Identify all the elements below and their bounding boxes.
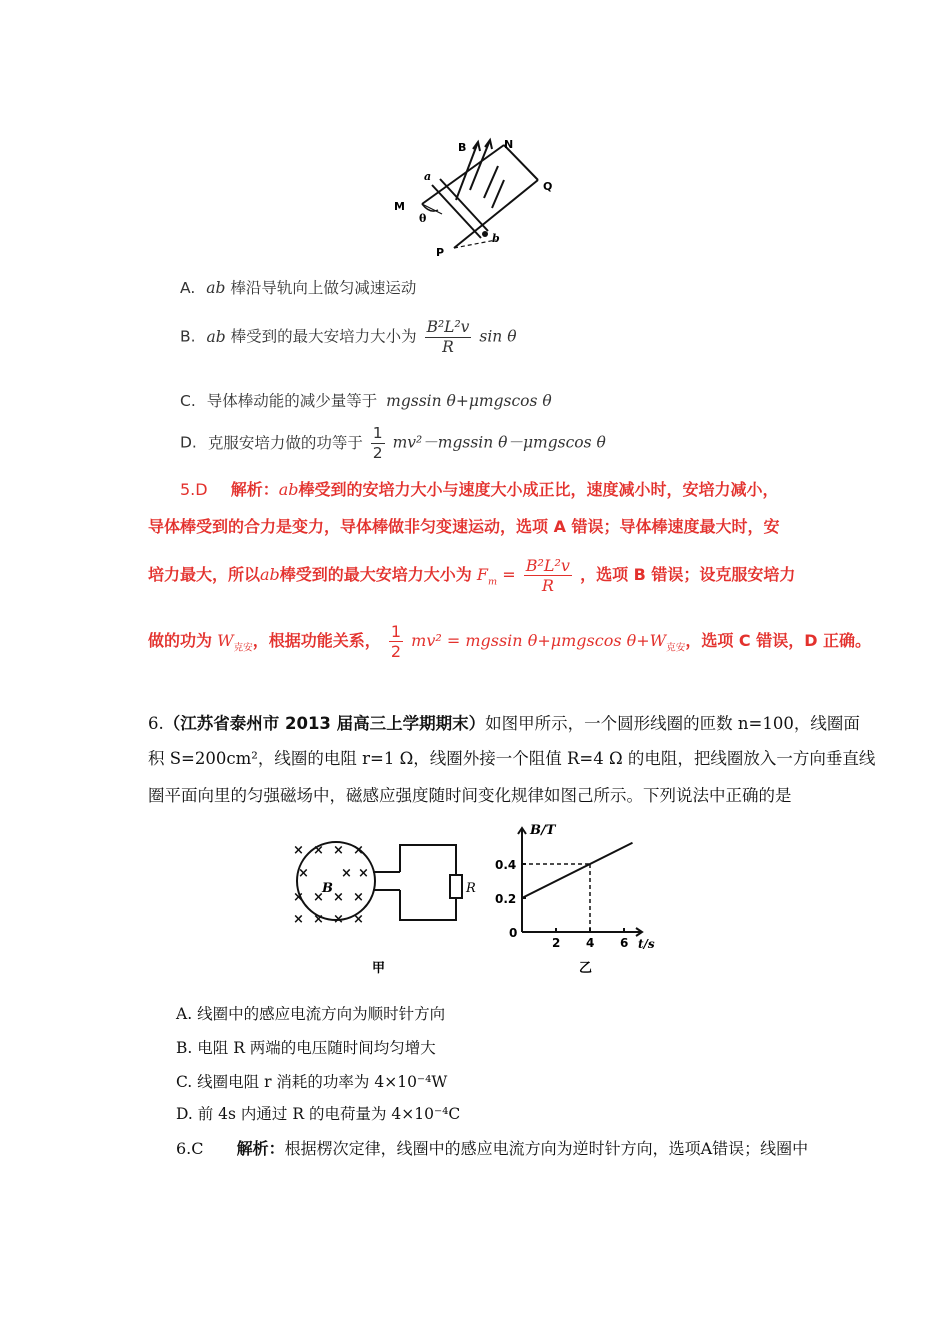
svg-text:×: × bbox=[353, 890, 364, 905]
q6-stem-line3: 圈平面向里的匀强磁场中，磁感应强度随时间变化规律如图己所示。下列说法中正确的是 bbox=[148, 786, 792, 805]
svg-text:×: × bbox=[293, 912, 304, 927]
svg-text:×: × bbox=[333, 843, 344, 858]
q6-answer: 6.C 解析：根据楞次定律，线圈中的感应电流方向为逆时针方向，选项A错误；线圈中 bbox=[176, 1139, 809, 1158]
q5-option-a: A. ab 棒沿导轨向上做匀减速运动 bbox=[180, 279, 417, 297]
q5-answer-half: $\frac{1}{2}$ bbox=[390, 622, 402, 662]
svg-text:×: × bbox=[353, 843, 364, 858]
svg-text:×: × bbox=[298, 866, 309, 881]
svg-text:×: × bbox=[293, 890, 304, 905]
label-a: a bbox=[424, 170, 432, 183]
label-Q: Q bbox=[543, 180, 553, 193]
q5-answer-line2: 导体棒受到的合力是变力，导体棒做非匀变速运动，选项 A 错误；导体棒速度最大时，安 bbox=[148, 517, 780, 536]
b-t-graph bbox=[490, 818, 660, 980]
svg-text:×: × bbox=[333, 912, 344, 927]
coil-circuit-diagram bbox=[286, 830, 476, 980]
caption-yi: 乙 bbox=[579, 961, 593, 976]
rod-ab bbox=[432, 185, 481, 238]
y-tick-label: 0.2 bbox=[495, 892, 517, 906]
q6-option-a: A. 线圈中的感应电流方向为顺时针方向 bbox=[176, 1005, 446, 1023]
series-line bbox=[522, 843, 633, 898]
label-B: B bbox=[458, 141, 467, 154]
svg-text:×: × bbox=[313, 912, 324, 927]
q5-answer-fraction: $\frac{\text{B²L²v}}{R}$ bbox=[525, 556, 570, 596]
q6-option-b: B. 电阻 R 两端的电压随时间均匀增大 bbox=[176, 1039, 436, 1057]
inclined-rail-diagram bbox=[384, 130, 564, 260]
y-tick-label: 0.4 bbox=[495, 858, 517, 872]
q5-option-d: D. 克服安培力做的功等于 $\frac{1}{2}$ mv²－mgssin θ－μmgscos θ bbox=[180, 424, 606, 462]
q6-option-d: D. 前 4s 内通过 R 的电荷量为 4×10⁻⁴C bbox=[176, 1105, 461, 1123]
svg-text:×: × bbox=[313, 890, 324, 905]
x-axis-label: t/s bbox=[638, 937, 655, 951]
q5-d-fraction: $\frac{1}{2}$ bbox=[372, 424, 383, 462]
resistor-label-R: R bbox=[466, 881, 476, 896]
svg-text:×: × bbox=[353, 912, 364, 927]
x-tick-label: 6 bbox=[620, 936, 629, 950]
x-tick-label: 2 bbox=[552, 936, 561, 950]
q5-option-b: B. ab 棒受到的最大安培力大小为 $\frac{\text{B²L²v}}{R}$ sin θ bbox=[180, 318, 517, 356]
q6-stem-line2: 积 S=200cm²，线圈的电阻 r=1 Ω，线圈外接一个阻值 R=4 Ω 的电阻，把线圈放入一方向垂直线 bbox=[148, 749, 876, 768]
y-tick-label: 0 bbox=[509, 926, 518, 940]
svg-text:×: × bbox=[341, 866, 352, 881]
coil-label-B: B bbox=[322, 881, 333, 896]
caption-jia: 甲 bbox=[372, 961, 386, 976]
svg-text:×: × bbox=[358, 866, 369, 881]
label-N: N bbox=[504, 138, 514, 151]
x-tick-label: 4 bbox=[586, 936, 595, 950]
q5-answer-line1: 5.D 解析：ab棒受到的安培力大小与速度大小成正比，速度减小时，安培力减小， bbox=[180, 480, 779, 499]
label-b: b bbox=[492, 232, 500, 245]
label-P: P bbox=[436, 246, 445, 259]
label-theta: θ bbox=[419, 212, 427, 225]
resistor-R bbox=[450, 875, 462, 898]
y-axis-label: B/T bbox=[530, 823, 556, 838]
point-b bbox=[482, 231, 488, 237]
svg-text:×: × bbox=[313, 843, 324, 858]
q6-option-c: C. 线圈电阻 r 消耗的功率为 4×10⁻⁴W bbox=[176, 1073, 448, 1091]
q5-b-fraction: $\frac{\text{B²L²v}}{R}$ bbox=[426, 318, 470, 356]
q6-stem-line1: 6.（江苏省泰州市 2013 届高三上学期期末）如图甲所示，一个圆形线圈的匝数 n=100，线圈面 bbox=[148, 714, 860, 733]
svg-text:×: × bbox=[293, 843, 304, 858]
q5-option-c: C. 导体棒动能的减少量等于 mgssin θ+μmgscos θ bbox=[180, 392, 552, 410]
svg-text:×: × bbox=[333, 890, 344, 905]
label-M: M bbox=[394, 200, 405, 213]
q5-answer-line3: 培力最大，所以ab棒受到的最大安培力大小为 $F_m$ = $\frac{\text{B²L²v}}{R}$ ，选项 B 错误；设克服安培力 bbox=[148, 556, 796, 596]
q5-answer-line4: 做的功为 $W_{克安}$，根据功能关系， $\frac{1}{2}$ mv² = mgssin θ+μmgscos $\theta+W_{克安}$，选项 C 错误，D 正确。 bbox=[148, 622, 872, 662]
